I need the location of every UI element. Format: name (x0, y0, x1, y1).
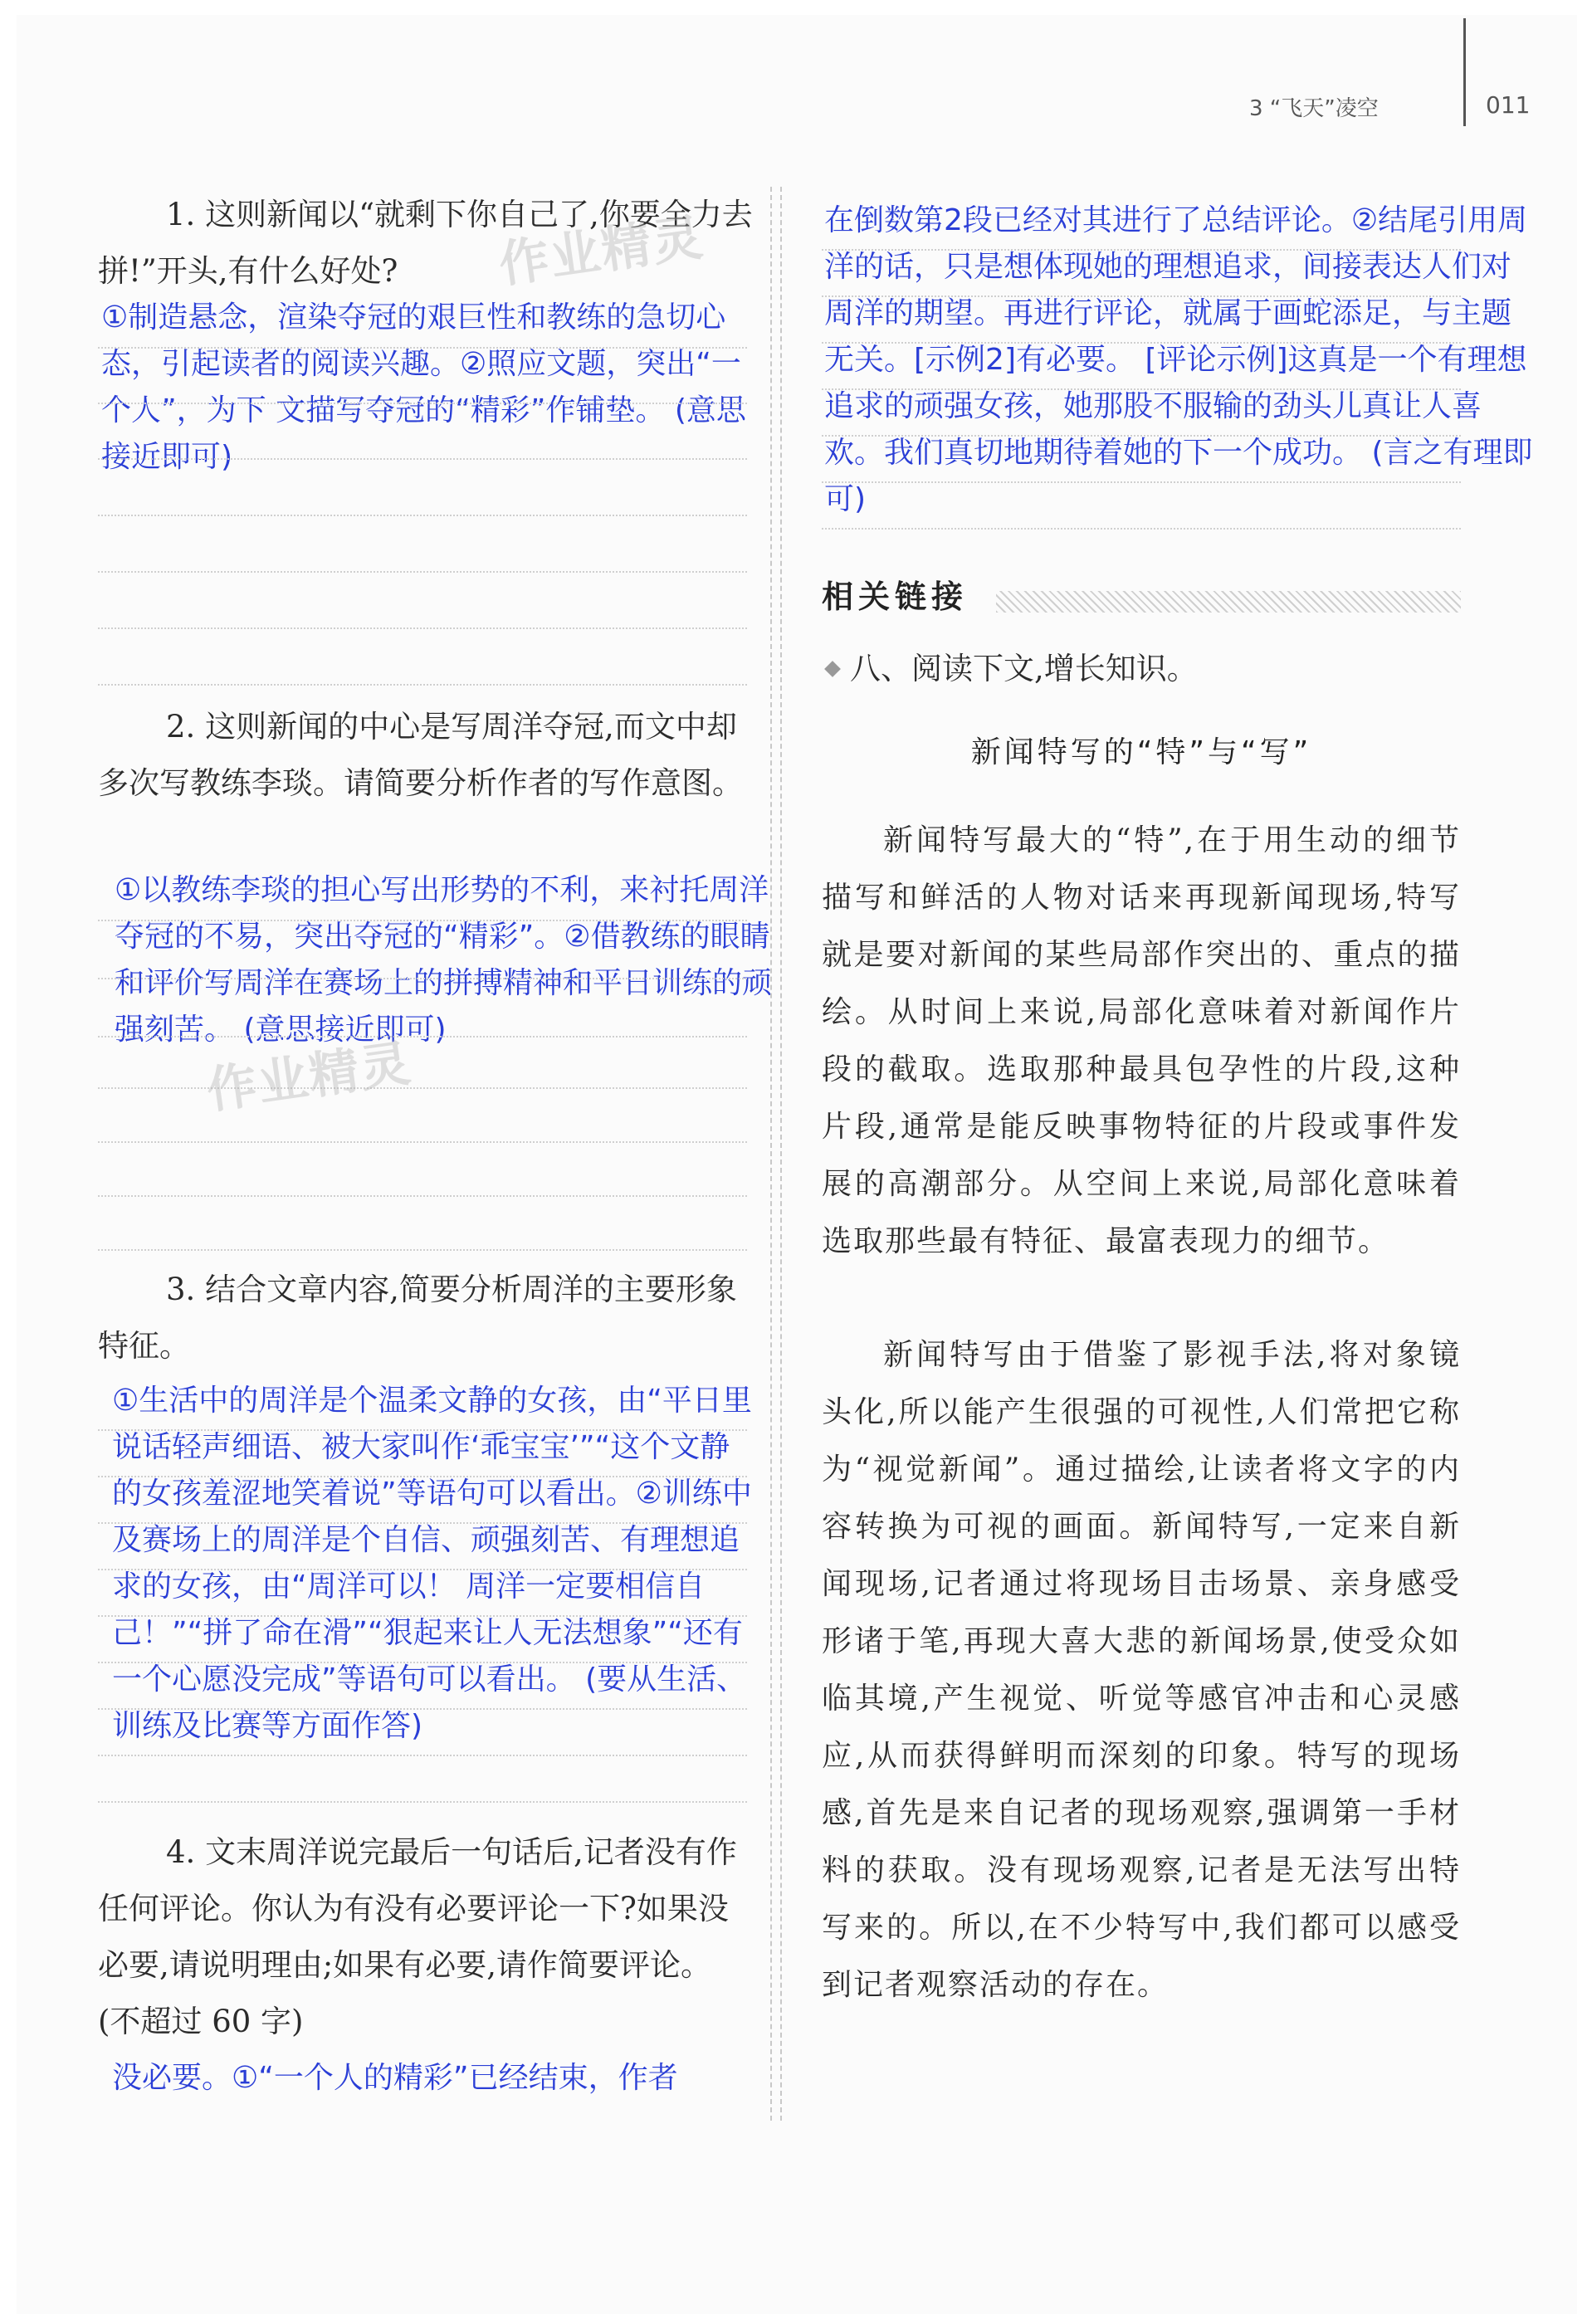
watermark: 作业精灵 (496, 208, 708, 295)
writing-line (98, 1036, 747, 1038)
writing-line (98, 627, 747, 629)
section-title-hatch (996, 591, 1461, 613)
writing-line (98, 1195, 747, 1197)
article-paragraph: 新闻特写最大的“特”,在于用生动的细节描写和鲜活的人物对话来再现新闻现场,特写就是要对新闻的某些局部作突出的、重点的描绘。从时间上来说,局部化意味着对新闻作片段的截取。选取那种最具包孕性的片段,这种片段,通常是能反映事物特征的片段或事件发展的高潮部分。从空间上来说,局部化意味着选取那些最有特征、最富表现力的细节。 (822, 823, 1461, 1258)
writing-line (98, 1141, 747, 1143)
question-3: 3. 结合文章内容,简要分析周洋的主要形象特征。 (98, 1272, 737, 1364)
answer-3: ①生活中的周洋是个温柔文静的女孩，由“平日里说话轻声细语、被大家叫作‘乖宝宝’”“这个文静的女孩羞涩地笑着说”等语句可以看出。②训练中及赛场上的周洋是个自信、顽强刻苦、有理想追求的女孩，由“周洋可以！ 周洋一定要相信自己！”“拼了命在滑”“狠起来让人无法想象”“还有一个心愿没完成”等语句可以看出。 (要从生活、训练及比赛等方面作答) (112, 1384, 752, 1743)
question-2: 2. 这则新闻的中心是写周洋夺冠,而文中却多次写教练李琰。请简要分析作者的写作意图。 (98, 709, 743, 801)
reading-task-label: 八、阅读下文,增长知识。 (850, 651, 1198, 686)
answer-4-continued: 在倒数第2段已经对其进行了总结评论。②结尾引用周洋的话，只是想体现她的理想追求，间接表达人们对周洋的期望。再进行评论，就属于画蛇添足，与主题无关。[示例2]有必要。 [评论示例]这真是一个有理想追求的顽强女孩，她那股不服输的劲头儿真让人喜欢。我们真切地期待着她的下一个成功。 (言之有理即可) (824, 203, 1533, 516)
writing-line (98, 1476, 747, 1477)
reading-task (822, 643, 1198, 688)
writing-line (98, 1801, 747, 1803)
writing-line (98, 1249, 747, 1251)
writing-line (822, 528, 1461, 530)
answer-2: ①以教练李琰的担心写出形势的不利，来衬托周洋夺冠的不易，突出夺冠的“精彩”。②借教练的眼睛和评价写周洋在赛场上的拼搏精神和平日训练的顽强刻苦。 (意思接近即可) (115, 873, 773, 1047)
article-title: 新闻特写的“特”与“写” (970, 735, 1312, 769)
writing-line (98, 458, 747, 460)
writing-line (822, 481, 1461, 483)
writing-line (98, 1522, 747, 1524)
writing-line (98, 1429, 747, 1431)
writing-line (822, 342, 1461, 344)
writing-line (98, 571, 747, 573)
writing-line (98, 1087, 747, 1089)
writing-line (98, 1755, 747, 1756)
diamond-bullet-icon (824, 661, 841, 677)
question-4: 4. 文末周洋说完最后一句话后,记者没有作任何评论。你认为有没有必要评论一下?如果没必要,请说明理由;如果有必要,请作简要评论。(不超过 60 字) (98, 1834, 737, 2039)
question-1: 1. 这则新闻以“就剩下你自己了,你要全力去拼!”开头,有什么好处? (98, 197, 753, 289)
answer-4-start: 没必要。①“一个人的精彩”已经结束，作者 (112, 2061, 678, 2095)
writing-line (98, 920, 747, 921)
writing-line (98, 1662, 747, 1663)
writing-line (98, 1708, 747, 1710)
writing-line (98, 347, 747, 349)
chapter-title: 3 “飞天”凌空 (1249, 96, 1379, 121)
writing-line (822, 435, 1461, 437)
writing-line (98, 978, 747, 979)
writing-line (822, 295, 1461, 297)
header-divider (1463, 18, 1466, 126)
answer-1: ①制造悬念，渲染夺冠的艰巨性和教练的急切心态，引起读者的阅读兴趣。②照应文题，突出“一个人”，为下 文描写夺冠的“精彩”作铺垫。 (意思接近即可) (101, 300, 746, 474)
writing-line (98, 1615, 747, 1617)
writing-line (98, 684, 747, 686)
section-title: 相关链接 (822, 579, 969, 615)
writing-line (98, 515, 747, 516)
writing-line (98, 403, 747, 404)
writing-line (822, 249, 1461, 251)
writing-line (822, 388, 1461, 390)
column-separator (770, 187, 782, 2121)
article-paragraph: 新闻特写由于借鉴了影视手法,将对象镜头化,所以能产生很强的可视性,人们常把它称为“视觉新闻”。通过描绘,让读者将文字的内容转换为可视的画面。新闻特写,一定来自新闻现场,记者通过将现场目击场景、亲身感受形诸于笔,再现大喜大悲的新闻场景,使受众如临其境,产生视觉、听觉等感官冲击和心灵感应,从而获得鲜明而深刻的印象。特写的现场感,首先是来自记者的现场观察,强调第一手材料的获取。没有现场观察,记者是无法写出特写来的。所以,在不少特写中,我们都可以感受到记者观察活动的存在。 (822, 1338, 1461, 2002)
watermark: 作业精灵 (203, 1034, 416, 1120)
writing-line (98, 1569, 747, 1570)
page-number: 011 (1486, 91, 1531, 119)
